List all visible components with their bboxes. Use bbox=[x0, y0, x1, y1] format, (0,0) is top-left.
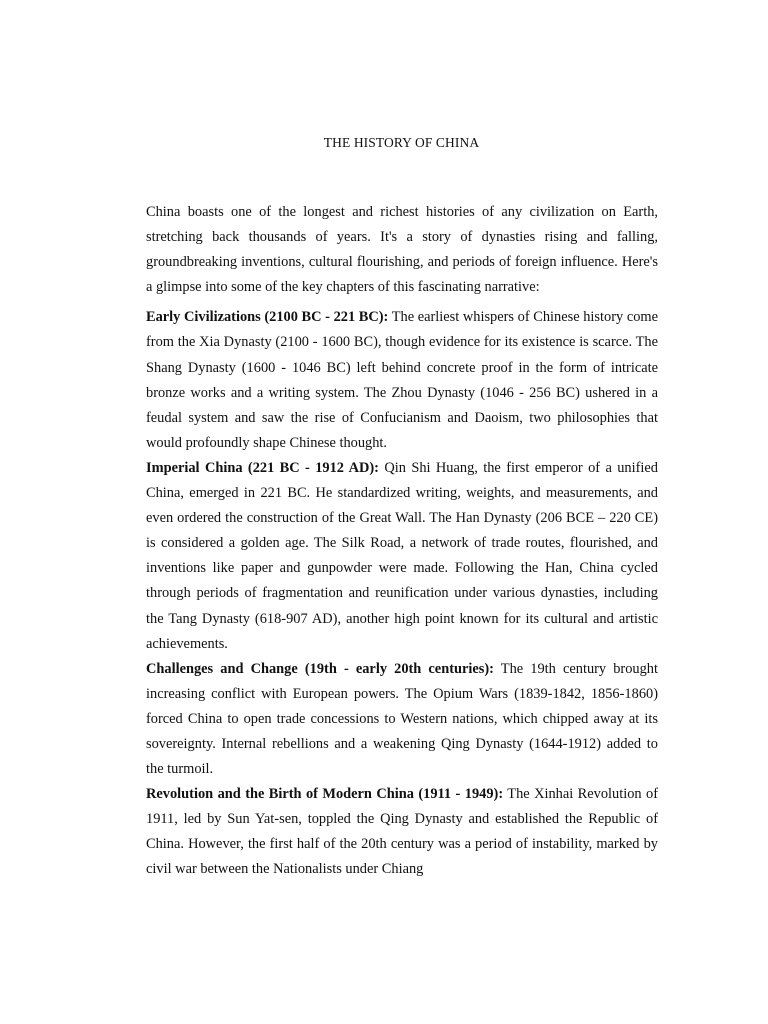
section-heading-imperial-china: Imperial China (221 BC - 1912 AD): bbox=[146, 459, 379, 476]
section-paragraph-revolution bbox=[146, 782, 658, 882]
section-paragraph-early-civilizations bbox=[146, 305, 658, 456]
section-heading-revolution: Revolution and the Birth of Modern China (1911 - 1949): bbox=[146, 786, 504, 803]
section-text-challenges-and-change: The 19th century brought increasing conflict with European powers. The Opium Wars (1839-1842, 1856-1860) forced China to open trade concessions to Western nations, which chipped away at its sovereignty. Internal rebellions and a weakening Qing Dynasty (1644-1912) added to the turmoil. bbox=[146, 660, 658, 778]
section-text-revolution: The Xinhai Revolution of 1911, led by Sun Yat-sen, toppled the Qing Dynasty and established the Republic of China. However, the first half of the 20th century was a period of instability, marked by civil war between the Nationalists under Chiang bbox=[146, 786, 658, 878]
intro-paragraph: China boasts one of the longest and richest histories of any civilization on Earth, stretching back thousands of years. It's a story of dynasties rising and falling, groundbreaking inventions, cultural flourishing, and periods of foreign influence. Here's a glimpse into some of the key chapters of this fascinating narrative: bbox=[146, 204, 658, 296]
section-paragraph-imperial-china bbox=[146, 456, 658, 657]
document-body bbox=[146, 200, 658, 883]
section-paragraph-challenges-and-change bbox=[146, 657, 658, 782]
document-title: THE HISTORY OF CHINA bbox=[323, 135, 480, 150]
section-text-early-civilizations: The earliest whispers of Chinese history come from the Xia Dynasty (2100 - 1600 BC), though evidence for its existence is scarce. The Shang Dynasty (1600 - 1046 BC) left behind concrete proof in the form of intricate bronze works and a writing system. The Zhou Dynasty (1046 - 256 BC) ushered in a feudal system and saw the rise of Confucianism and Daoism, two philosophies that would profoundly shape Chinese thought. bbox=[146, 309, 658, 451]
section-heading-challenges-and-change: Challenges and Change (19th - early 20th centuries): bbox=[146, 660, 494, 677]
section-text-imperial-china: Qin Shi Huang, the first emperor of a unified China, emerged in 221 BC. He standardized writing, weights, and measurements, and even ordered the construction of the Great Wall. The Han Dynasty (206 BCE – 220 CE) is considered a golden age. The Silk Road, a network of trade routes, flourished, and inventions like paper and gunpowder were made. Following the Han, China cycled through periods of fragmentation and reunification under various dynasties, including the Tang Dynasty (618-907 AD), another high point known for its cultural and artistic achievements. bbox=[146, 459, 658, 652]
section-heading-early-civilizations: Early Civilizations (2100 BC - 221 BC): bbox=[146, 309, 389, 326]
